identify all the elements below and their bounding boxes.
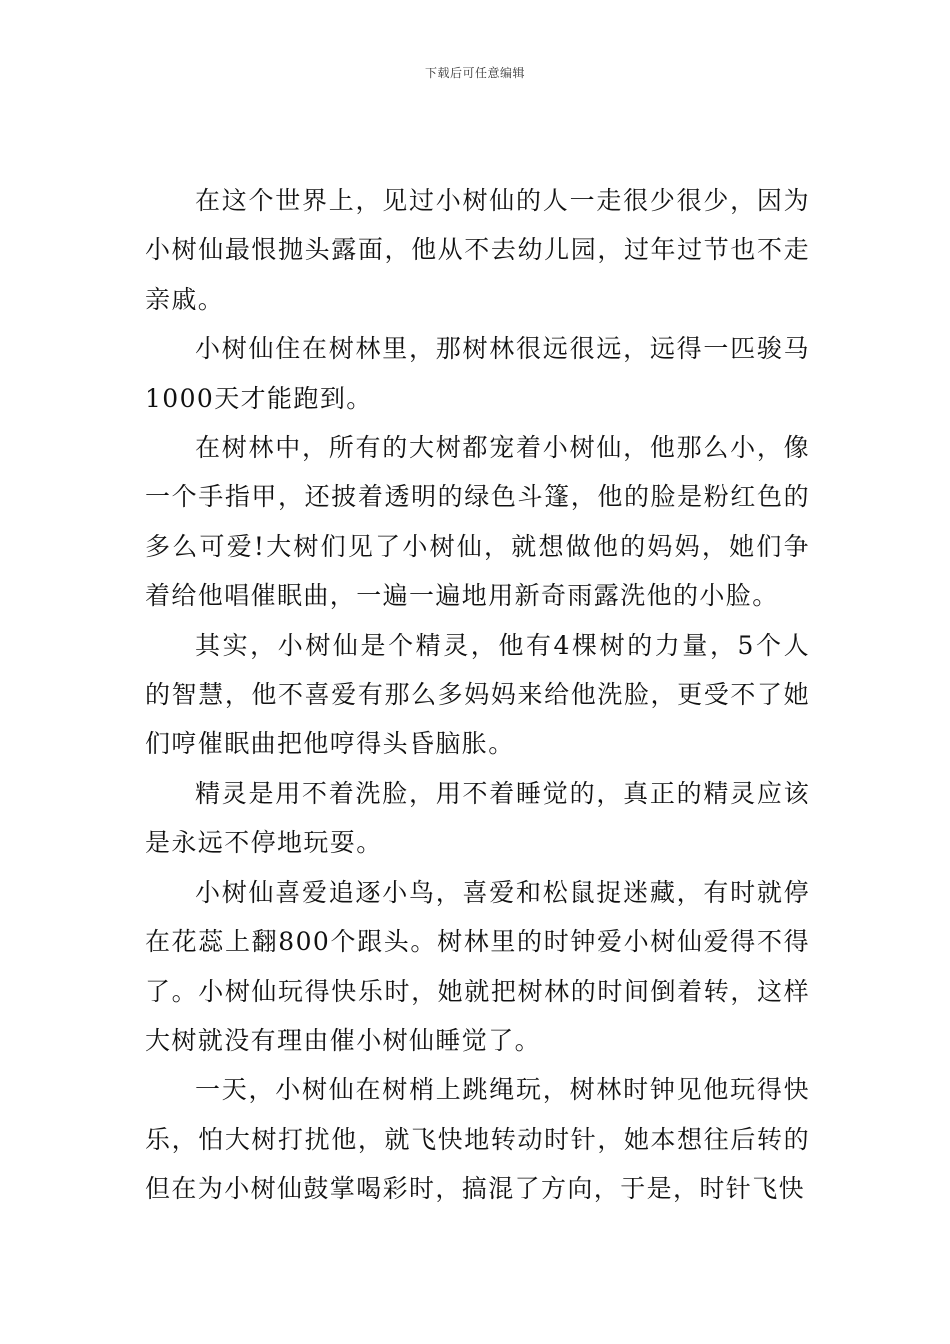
paragraph-7: 一天，小树仙在树梢上跳绳玩，树林时钟见他玩得快乐，怕大树打扰他，就飞快地转动时针，她本想往后转的但在为小树仙鼓掌喝彩时，搞混了方向，于是，时针飞快	[145, 1075, 810, 1204]
document-body	[145, 176, 810, 1214]
paragraph-2: 小树仙住在树林里，那树林很远很远，远得一匹骏马1000天才能跑到。	[145, 334, 810, 413]
page-header-note: 下载后可任意编辑	[424, 66, 525, 80]
paragraph-3: 在树林中，所有的大树都宠着小树仙，他那么小，像一个手指甲，还披着透明的绿色斗篷，他的脸是粉红色的多么可爱!大树们见了小树仙，就想做他的妈妈，她们争着给他唱催眠曲，一遍一遍地用新奇雨露洗他的小脸。	[145, 433, 810, 611]
paragraph-4: 其实，小树仙是个精灵，他有4棵树的力量，5个人的智慧，他不喜爱有那么多妈妈来给他洗脸，更受不了她们哼催眠曲把他哼得头昏脑胀。	[145, 630, 810, 759]
paragraph-5: 精灵是用不着洗脸，用不着睡觉的，真正的精灵应该是永远不停地玩耍。	[145, 778, 810, 858]
paragraph-1: 在这个世界上，见过小树仙的人一走很少很少，因为小树仙最恨抛头露面，他从不去幼儿园，过年过节也不走亲戚。	[145, 186, 810, 314]
paragraph-6: 小树仙喜爱追逐小鸟，喜爱和松鼠捉迷藏，有时就停在花蕊上翻800个跟头。树林里的时钟爱小树仙爱得不得了。小树仙玩得快乐时，她就把树林的时间倒着转，这样大树就没有理由催小树仙睡觉了。	[145, 877, 810, 1055]
